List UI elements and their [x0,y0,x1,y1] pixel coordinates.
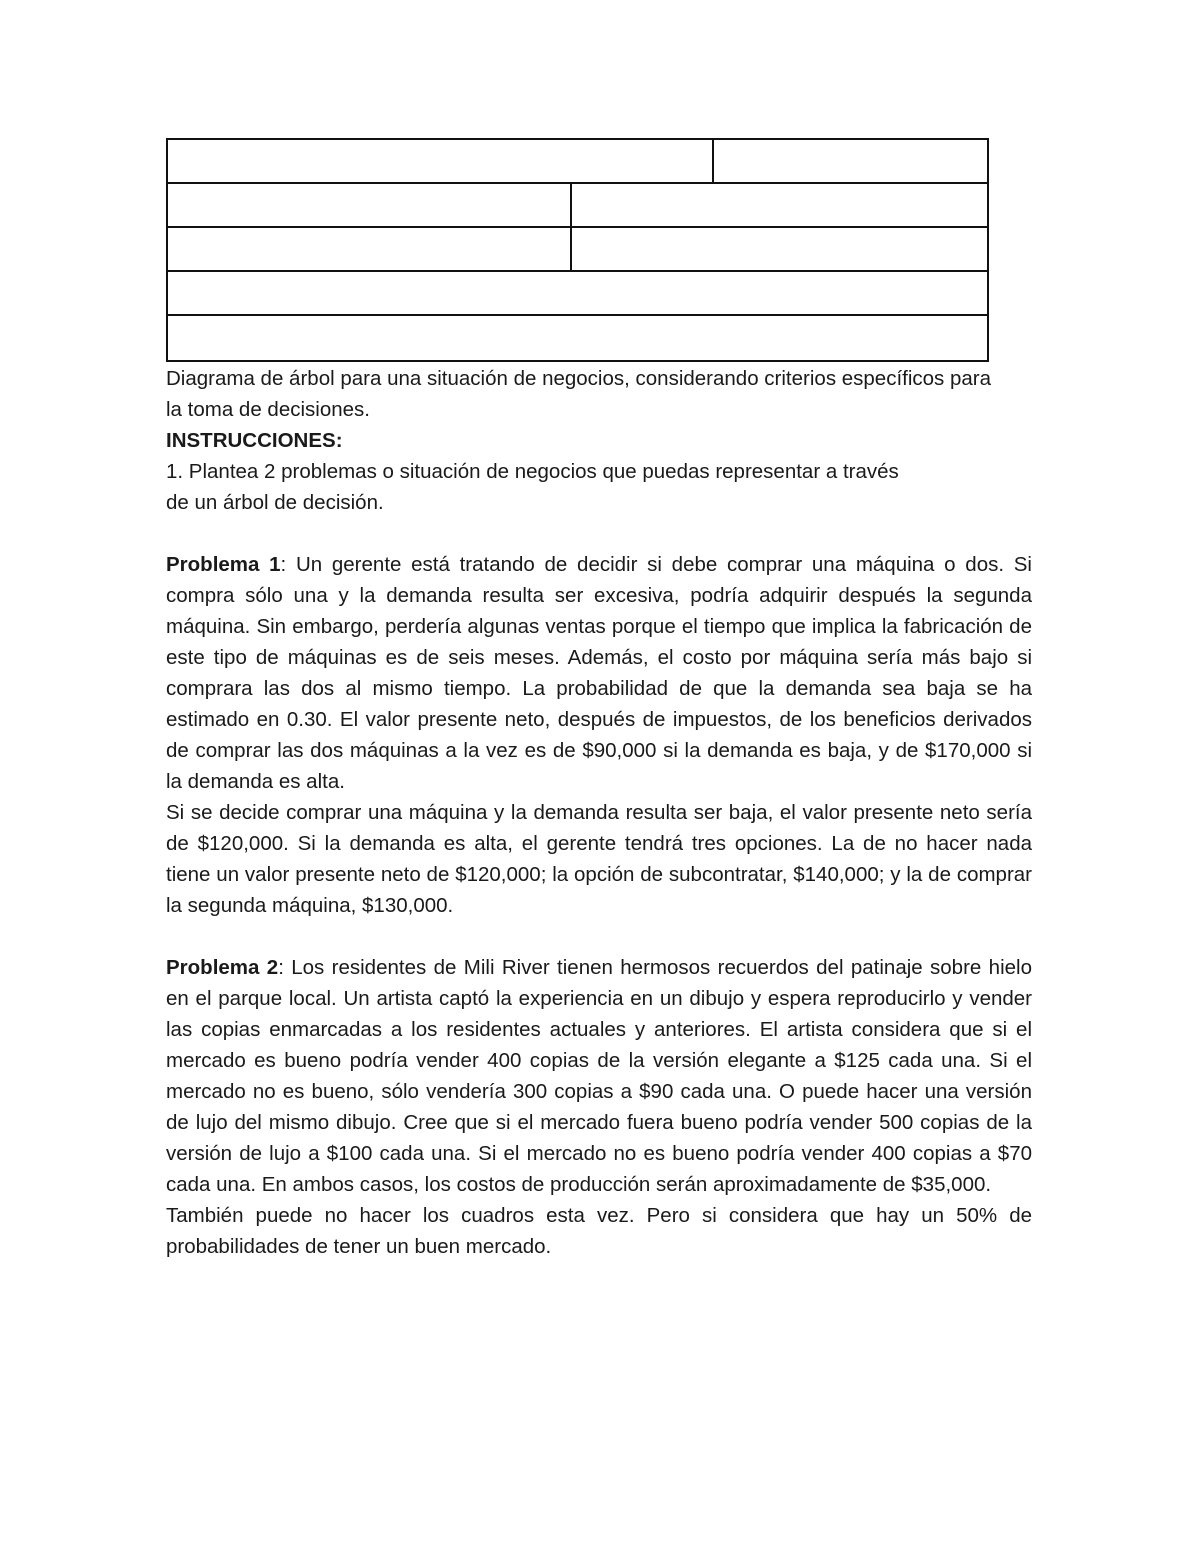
header-table [166,138,989,362]
header-table-row [168,184,987,228]
document-page [166,138,1032,1262]
problem-1-label: Problema 1 [166,553,281,576]
header-table-row [168,316,987,360]
instruction-item-line-1: 1. Plantea 2 problemas o situación de negocios que puedas representar a través [166,460,899,483]
paragraph-spacer [166,921,1032,952]
header-table-cell [714,140,987,182]
header-table-cell [168,140,714,182]
caption-line-1: Diagrama de árbol para una situación de negocios, considerando criterios específicos para [166,367,992,390]
problem-2-paragraph-1 [166,952,1032,1200]
instruction-item-line-2: de un árbol de decisión. [166,491,384,514]
problem-1-text: : Un gerente está tratando de decidir si debe comprar una máquina o dos. Si compra sólo una y la demanda resulta ser excesiva, podría adquirir después la segunda máquina. Sin embargo, perdería algunas ventas porque el tiempo que implica la fabricación de este tipo de máquinas es de seis meses. Además, el costo por máquina sería más bajo si comprara las dos al mismo tiempo. La probabilidad de que la demanda sea baja se ha estimado en 0.30. El valor presente neto, después de impuestos, de los beneficios derivados de comprar las dos máquinas a la vez es de $90,000 si la demanda es baja, y de $170,000 si la demanda es alta. [166,553,1032,793]
paragraph-spacer [166,518,1032,549]
problem-2-text: : Los residentes de Mili River tienen hermosos recuerdos del patinaje sobre hielo en el parque local. Un artista captó la experiencia en un dibujo y espera reproducirlo y vender las copias enmarcadas a los residentes actuales y anteriores. El artista considera que si el mercado es bueno podría vender 400 copias de la versión elegante a $125 cada una. Si el mercado no es bueno, sólo vendería 300 copias a $90 cada una. O puede hacer una versión de lujo del mismo dibujo. Cree que si el mercado fuera bueno podría vender 500 copias de la versión de lujo a $100 cada una. Si el mercado no es bueno podría vender 400 copias a $70 cada una. En ambos casos, los costos de producción serán aproximadamente de $35,000. [166,956,1032,1196]
header-table-row [168,228,987,272]
header-table-cell [572,184,987,226]
header-table-row [168,140,987,184]
header-table-cell [168,316,987,360]
problem-2-label: Problema 2 [166,956,279,979]
problem-2-paragraph-2: También puede no hacer los cuadros esta vez. Pero si considera que hay un 50% de probabilidades de tener un buen mercado. [166,1204,1032,1258]
header-table-cell [168,228,572,270]
header-table-cell [572,228,987,270]
instructions-heading: INSTRUCCIONES: [166,429,343,452]
problem-1-paragraph-1 [166,549,1032,797]
header-table-cell [168,184,572,226]
header-table-row [168,272,987,316]
problem-1-paragraph-2: Si se decide comprar una máquina y la demanda resulta ser baja, el valor presente neto sería de $120,000. Si la demanda es alta, el gerente tendrá tres opciones. La de no hacer nada tiene un valor presente neto de $120,000; la opción de subcontratar, $140,000; y la de comprar la segunda máquina, $130,000. [166,801,1032,917]
caption-line-2: la toma de decisiones. [166,398,370,421]
header-table-cell [168,272,987,314]
